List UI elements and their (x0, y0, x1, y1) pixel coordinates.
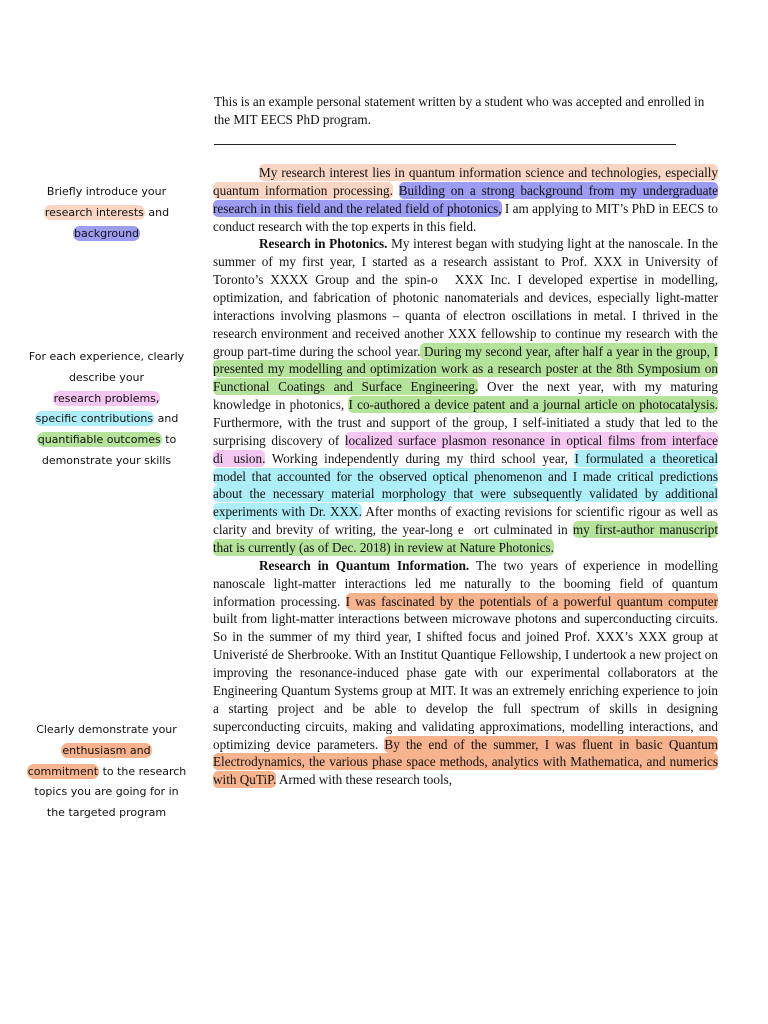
statement-body (213, 164, 718, 789)
divider (214, 144, 676, 145)
highlight-enthusiasm: I was fascinated by the potentials of a powerful quantum computer (345, 593, 718, 609)
highlight-problem: localized surface plasmon resonance in optical films from interface di usion. (213, 432, 718, 466)
paragraph-quantum (213, 557, 718, 789)
sidebar-note-experience (24, 347, 189, 472)
note-text: Briefly introduce your (46, 185, 167, 198)
note-text: to demonstrate your skills (41, 433, 177, 467)
section-heading: Research in Photonics. (259, 236, 388, 252)
text-run: Furthermore, with the trust and support of the group, I self-initiated a study that led to the surprising discovery of (213, 415, 718, 448)
research-problems-tag: research problems, (53, 391, 160, 405)
text-run: Over the next year, with my maturing knowledge in photonics, (213, 379, 719, 413)
note-text: and (157, 412, 179, 426)
highlight-enthusiasm: By the end of the summer, I was fluent in basic Quantum Electrodynamics, the various phase space methods, analytics with Mathematica, and numerics with QuTiP. (213, 736, 718, 788)
section-heading: Research in Quantum Information. (259, 557, 470, 573)
note-text: to the research topics you are going for in the targeted program (34, 764, 187, 820)
note-text: and (148, 205, 170, 219)
text-run: built from light-matter interactions between microwave photons and superconducting circuits. So in the summer of my third year, I shifted focus and joined Prof. XXX’s XXX group at Univeristé de Sherbrooke. With an Institut Quantique Fellowship, I undertook a new project on improving the resonance-induced phase gate with our experimental collaborators at the Engineering Quantum Systems group at MIT. It was an extremely enriching experience to join a starting project and be able to develop the full spectrum of skills in designing superconducting circuits, making and validating approximations, modelling interactions, and optimizing device parameters. (213, 611, 718, 752)
paragraph-photonics (213, 235, 718, 556)
note-text: For each experience, clearly describe your (28, 350, 185, 384)
text-run: Working independently during my third school year, (265, 450, 575, 466)
text-run: I am applying to MIT’s PhD in EECS to conduct research with the top experts in this field. (213, 200, 718, 234)
text-run: After months of exacting revisions for scientific rigour as well as clarity and brevity of writing, the year-long e ort culminated in (213, 504, 718, 538)
intro-text: This is an example personal statement written by a student who was accepted and enrolled in the MIT EECS PhD program. (214, 94, 705, 127)
text-run: My interest began with studying light at the nanoscale. In the summer of my first year, I started as a research assistant to Prof. XXX in University of Toronto’s XXXX Group and the spin-o  XXX Inc. I developed expertise in modelling, optimization, and fabrication of photonic nanomaterials and devices, especially light-matter interactions involving plasmons – quanta of electron oscillations in metal. I thrived in the research environment and received another XXX fellowship to continue my research with the group part-time during the school year. (213, 236, 718, 359)
text-run: The two years of experience in modelling nanoscale light-matter interactions led me naturally to the booming field of quantum information processing. (213, 557, 718, 609)
paragraph-intro (213, 164, 718, 235)
note-text: Clearly demonstrate your (36, 723, 177, 736)
background-tag: background (73, 226, 140, 240)
text-run: Armed with these research tools, (276, 772, 453, 788)
research-interests-tag: research interests (44, 205, 144, 219)
highlight-interest: My research interest lies in quantum information science and technologies, especially quantum information processing. (213, 165, 718, 198)
highlight-background: Building on a strong background from my undergraduate research in this field and the related field of photonics, (213, 182, 719, 216)
enthusiasm-tag: enthusiasm and (62, 743, 151, 757)
highlight-outcome: During my second year, after half a year in the group, I presented my modelling and optimization work as a research poster at the 8th Symposium on Functional Coatings and Surface Engineering. (213, 343, 718, 395)
sidebar-note-intro (24, 182, 189, 244)
sidebar-note-enthusiasm (24, 720, 189, 824)
quantifiable-outcomes-tag: quantifiable outcomes (37, 433, 161, 447)
highlight-contribution: I formulated a theoretical model that accounted for the observed optical phenomenon and I made critical predictions about the necessary material morphology that were subsequently validated by additional experiments with Dr. XXX. (213, 450, 719, 520)
highlight-outcome: I co-authored a device patent and a journal article on photocatalysis. (348, 397, 718, 413)
commitment-tag: commitment (27, 764, 99, 778)
highlight-outcome: my first-author manuscript that is currently (as of Dec. 2018) in review at Nature Photonics. (213, 522, 718, 556)
specific-contributions-tag: specific contributions (35, 412, 154, 426)
